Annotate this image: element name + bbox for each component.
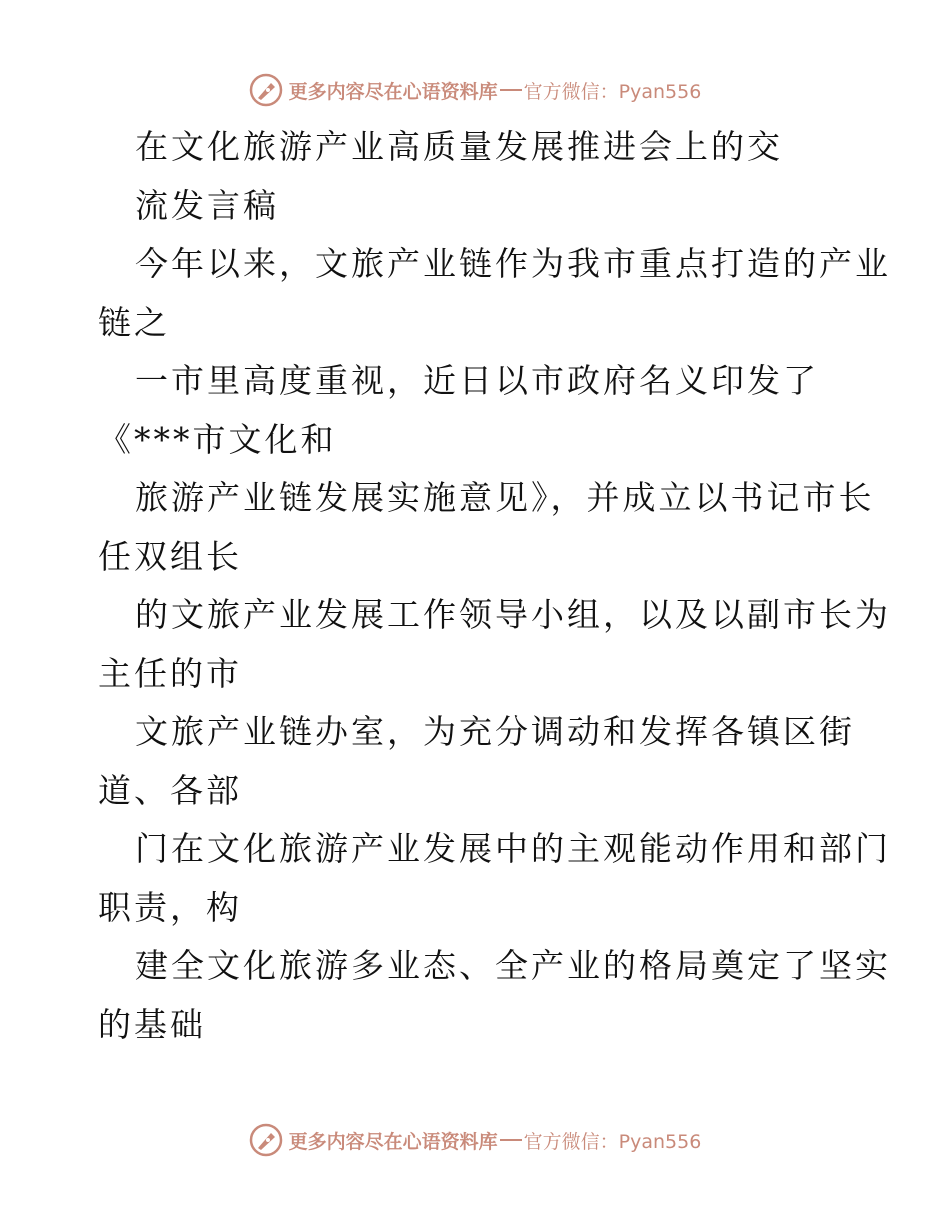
pen-nib-logo-icon [249, 1123, 283, 1157]
doc-line: 任双组长 [98, 536, 242, 576]
doc-line: 职责，构 [98, 887, 242, 927]
document-body [98, 118, 891, 1054]
doc-line: 门在文化旅游产业发展中的主观能动作用和部门 [135, 829, 891, 868]
watermark-site-text: 更多内容尽在心语资料库 [288, 80, 498, 103]
doc-line: 的文旅产业发展工作领导小组，以及以副市长为 [135, 595, 891, 634]
doc-line: 的基础 [98, 1004, 206, 1044]
doc-line: 今年以来，文旅产业链作为我市重点打造的产业 [135, 244, 891, 283]
doc-line: 《***市文化和 [98, 419, 337, 459]
doc-line: 旅游产业链发展实施意见》，并成立以书记市长 [135, 478, 875, 517]
watermark-dash [500, 1139, 522, 1141]
doc-line: 在文化旅游产业高质量发展推进会上的交 [135, 127, 783, 166]
doc-line: 流发言稿 [135, 185, 279, 225]
doc-line: 文旅产业链办室，为充分调动和发挥各镇区街 [135, 712, 855, 751]
header-watermark [0, 70, 950, 110]
watermark-site-text: 更多内容尽在心语资料库 [288, 1130, 498, 1153]
doc-line: 链之 [98, 302, 170, 342]
doc-line: 一市里高度重视，近日以市政府名义印发了 [135, 361, 819, 400]
doc-line: 道、各部 [98, 770, 242, 810]
doc-line: 主任的市 [98, 653, 242, 693]
watermark-dash [500, 89, 522, 91]
watermark-wechat-text: 官方微信：Pyan556 [523, 1130, 702, 1153]
watermark-wechat-text: 官方微信：Pyan556 [523, 80, 702, 103]
doc-line: 建全文化旅游多业态、全产业的格局奠定了坚实 [135, 946, 891, 985]
pen-nib-logo-icon [249, 73, 283, 107]
footer-watermark [0, 1120, 950, 1160]
